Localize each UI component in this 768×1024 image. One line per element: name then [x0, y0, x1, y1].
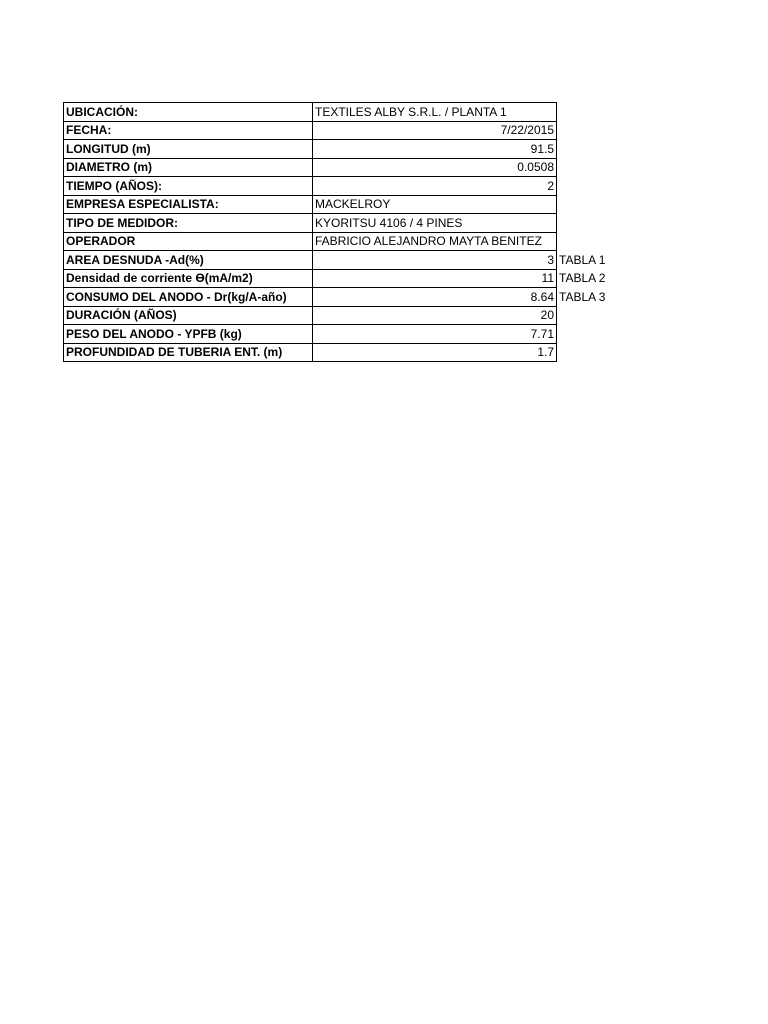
row-label[interactable]: FECHA: — [64, 121, 313, 140]
spreadsheet-area — [63, 102, 617, 362]
table-row — [64, 306, 617, 325]
row-value[interactable]: KYORITSU 4106 / 4 PINES — [313, 214, 557, 233]
row-label[interactable]: AREA DESNUDA -Ad(%) — [64, 251, 313, 270]
table-row — [64, 251, 617, 270]
row-note[interactable] — [557, 195, 617, 214]
table-row — [64, 288, 617, 307]
row-value[interactable]: 7/22/2015 — [313, 121, 557, 140]
row-note[interactable] — [557, 214, 617, 233]
row-label[interactable]: PESO DEL ANODO - YPFB (kg) — [64, 325, 313, 344]
row-value[interactable]: FABRICIO ALEJANDRO MAYTA BENITEZ — [313, 232, 557, 251]
row-label[interactable]: Densidad de corriente ϴ(mA/m2) — [64, 269, 313, 288]
row-note[interactable] — [557, 325, 617, 344]
row-note[interactable]: TABLA 3 — [559, 289, 606, 304]
table-row — [64, 269, 617, 288]
row-label[interactable]: DIAMETRO (m) — [64, 158, 313, 177]
table-row — [64, 325, 617, 344]
row-value[interactable]: 1.7 — [313, 343, 557, 362]
row-note[interactable]: TABLA 2 — [559, 271, 606, 286]
row-value[interactable]: 3 — [313, 251, 557, 270]
row-label[interactable]: TIEMPO (AÑOS): — [64, 177, 313, 196]
row-note[interactable] — [557, 232, 617, 251]
data-table — [63, 102, 617, 362]
row-note[interactable] — [557, 121, 617, 140]
row-value[interactable]: TEXTILES ALBY S.R.L. / PLANTA 1 — [313, 103, 557, 122]
row-value[interactable]: 0.0508 — [313, 158, 557, 177]
row-note[interactable] — [557, 177, 617, 196]
row-label[interactable]: PROFUNDIDAD DE TUBERIA ENT. (m) — [64, 343, 313, 362]
table-row — [64, 121, 617, 140]
data-table-body — [64, 103, 617, 362]
row-value[interactable]: 8.64 — [313, 288, 557, 307]
row-note[interactable] — [557, 306, 617, 325]
table-row — [64, 177, 617, 196]
row-label[interactable]: DURACIÓN (AÑOS) — [64, 306, 313, 325]
row-value[interactable]: 7.71 — [313, 325, 557, 344]
row-label[interactable]: TIPO DE MEDIDOR: — [64, 214, 313, 233]
row-note[interactable] — [557, 103, 617, 122]
row-label[interactable]: EMPRESA ESPECIALISTA: — [64, 195, 313, 214]
table-row — [64, 103, 617, 122]
table-row — [64, 140, 617, 159]
table-row — [64, 195, 617, 214]
row-value[interactable]: MACKELROY — [313, 195, 557, 214]
row-value[interactable]: 11 — [313, 269, 557, 288]
row-label[interactable]: CONSUMO DEL ANODO - Dr(kg/A-año) — [64, 288, 313, 307]
row-value[interactable]: 2 — [313, 177, 557, 196]
row-note[interactable]: TABLA 1 — [559, 252, 606, 267]
table-row — [64, 232, 617, 251]
row-value[interactable]: 20 — [313, 306, 557, 325]
row-note[interactable] — [557, 158, 617, 177]
row-value[interactable]: 91.5 — [313, 140, 557, 159]
row-label[interactable]: OPERADOR — [64, 232, 313, 251]
row-note[interactable] — [557, 343, 617, 362]
row-label[interactable]: UBICACIÓN: — [64, 103, 313, 122]
table-row — [64, 158, 617, 177]
row-label[interactable]: LONGITUD (m) — [64, 140, 313, 159]
table-row — [64, 214, 617, 233]
table-row — [64, 343, 617, 362]
row-note[interactable] — [557, 140, 617, 159]
